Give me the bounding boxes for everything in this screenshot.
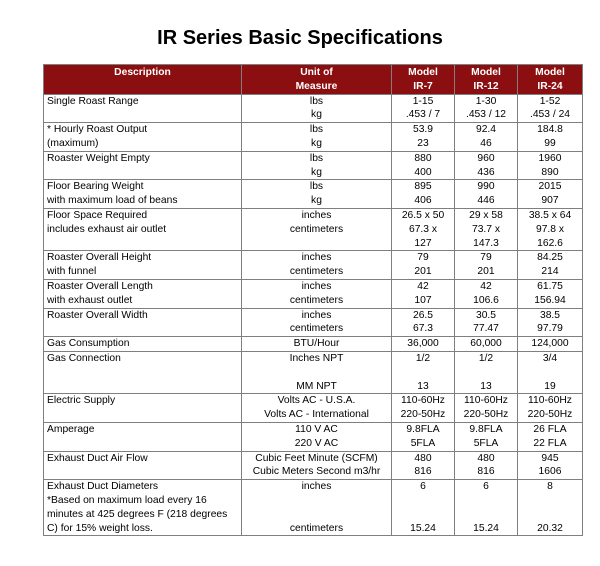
ir7-value-cell	[392, 351, 455, 393]
specifications-table	[43, 64, 583, 536]
cell-line: Gas Connection	[47, 352, 121, 364]
cell-line: .453 / 24	[529, 109, 571, 121]
ir24-value-cell	[518, 451, 583, 480]
header-model-ir24: Model IR-24	[518, 65, 583, 95]
table-body	[44, 94, 583, 536]
unit-cell	[242, 180, 392, 209]
cell-line: 945	[541, 452, 559, 464]
cell-line: 15.24	[410, 522, 436, 534]
description-cell	[44, 151, 242, 180]
cell-line	[395, 508, 451, 522]
cell-line	[521, 508, 579, 522]
cell-line: 220-50Hz	[463, 409, 509, 421]
cell-line: 880	[414, 152, 432, 164]
ir7-value-cell	[392, 180, 455, 209]
unit-cell	[242, 394, 392, 423]
cell-line: 99	[544, 137, 556, 149]
cell-line: 6	[483, 481, 489, 493]
cell-line: inches	[301, 209, 332, 221]
table-row	[44, 151, 583, 180]
table-row	[44, 422, 583, 451]
table-row	[44, 279, 583, 308]
cell-line: 201	[477, 266, 495, 278]
cell-line: inches	[301, 309, 332, 321]
cell-line: 127	[414, 237, 432, 249]
cell-line: 110-60Hz	[401, 395, 445, 407]
cell-line	[521, 366, 579, 380]
cell-line: 1/2	[478, 352, 494, 364]
cell-line: 8	[547, 481, 553, 493]
ir7-value-cell	[392, 251, 455, 280]
cell-line: 26.5	[412, 309, 434, 321]
cell-line: lbs	[309, 181, 324, 193]
cell-line: lbs	[309, 152, 324, 164]
unit-cell	[242, 94, 392, 123]
unit-cell	[242, 422, 392, 451]
cell-line: Exhaust Duct Air Flow	[47, 452, 148, 464]
description-cell	[44, 94, 242, 123]
description-cell	[44, 451, 242, 480]
ir12-value-cell	[455, 480, 518, 536]
ir24-value-cell	[518, 480, 583, 536]
cell-line: kg	[311, 195, 322, 207]
description-cell	[44, 337, 242, 352]
ir24-value-cell	[518, 279, 583, 308]
cell-line: 480	[414, 452, 432, 464]
cell-line: 106.6	[473, 294, 499, 306]
cell-line: .453 / 12	[465, 109, 507, 121]
cell-line: 9.8FLA	[469, 423, 503, 435]
description-cell	[44, 351, 242, 393]
ir24-value-cell	[518, 180, 583, 209]
cell-line: 79	[417, 252, 429, 264]
cell-line	[47, 108, 238, 122]
cell-line: 26.5 x 50	[401, 209, 445, 221]
cell-line: centimeters	[289, 522, 344, 534]
ir24-value-cell	[518, 422, 583, 451]
cell-line: 1960	[538, 152, 562, 164]
cell-line: 124,000	[531, 338, 569, 350]
cell-line: 480	[477, 452, 495, 464]
header-model-ir12: Model IR-12	[455, 65, 518, 95]
unit-cell	[242, 208, 392, 250]
cell-line: 29 x 58	[469, 209, 503, 221]
cell-line: 406	[414, 195, 432, 207]
cell-line: 26 FLA	[533, 423, 567, 435]
cell-line: kg	[311, 166, 322, 178]
cell-line: 960	[477, 152, 495, 164]
header-description: Description	[44, 65, 242, 95]
table-row	[44, 394, 583, 423]
cell-line: 20.32	[537, 522, 563, 534]
cell-line: 36,000	[407, 338, 439, 350]
table-row	[44, 337, 583, 352]
cell-line: MM NPT	[296, 380, 337, 392]
header-row	[44, 65, 583, 95]
description-cell	[44, 279, 242, 308]
ir7-value-cell	[392, 308, 455, 337]
cell-line: 895	[414, 181, 432, 193]
description-cell	[44, 422, 242, 451]
ir12-value-cell	[455, 180, 518, 209]
ir12-value-cell	[455, 151, 518, 180]
cell-line: 156.94	[534, 294, 566, 306]
cell-line	[47, 166, 238, 180]
cell-line: 15.24	[473, 522, 499, 534]
cell-line: 220 V AC	[294, 437, 339, 449]
cell-line: Volts AC - U.S.A.	[277, 395, 356, 407]
unit-cell	[242, 123, 392, 152]
cell-line	[47, 322, 238, 336]
cell-line: Roaster Weight Empty	[47, 152, 150, 164]
cell-line: 42	[417, 280, 429, 292]
header-unit: Unit of Measure	[242, 65, 392, 95]
cell-line: 53.9	[412, 124, 434, 136]
cell-line: lbs	[309, 124, 324, 136]
description-cell	[44, 394, 242, 423]
cell-line: Cubic Feet Minute (SCFM)	[255, 452, 378, 464]
table-header	[44, 65, 583, 95]
ir24-value-cell	[518, 337, 583, 352]
ir24-value-cell	[518, 308, 583, 337]
cell-line: (maximum)	[47, 137, 99, 149]
cell-line: Exhaust Duct Diameters	[47, 481, 159, 493]
cell-line: Inches NPT	[289, 352, 344, 364]
description-cell	[44, 480, 242, 536]
cell-line: 13	[480, 380, 492, 392]
cell-line: 22 FLA	[533, 437, 567, 449]
cell-line: Roaster Overall Height	[47, 252, 152, 264]
unit-cell	[242, 308, 392, 337]
unit-cell	[242, 151, 392, 180]
ir7-value-cell	[392, 151, 455, 180]
cell-line: 201	[414, 266, 432, 278]
cell-line	[47, 380, 238, 394]
ir24-value-cell	[518, 123, 583, 152]
ir24-value-cell	[518, 351, 583, 393]
cell-line: * Hourly Roast Output	[47, 124, 148, 136]
table-row	[44, 308, 583, 337]
cell-line	[395, 366, 451, 380]
cell-line	[458, 494, 514, 508]
cell-line	[47, 366, 238, 380]
cell-line: Cubic Meters Second m3/hr	[252, 466, 381, 478]
cell-line: 9.8FLA	[406, 423, 440, 435]
cell-line: centimeters	[289, 266, 344, 278]
cell-line: 1-30	[475, 95, 497, 107]
cell-line: with exhaust outlet	[47, 294, 133, 306]
unit-cell	[242, 337, 392, 352]
ir7-value-cell	[392, 94, 455, 123]
cell-line: 5FLA	[473, 437, 499, 449]
cell-line: 220-50Hz	[400, 409, 446, 421]
cell-line: kg	[311, 137, 322, 149]
cell-line: 84.25	[537, 252, 563, 264]
cell-line: 436	[477, 166, 495, 178]
cell-line: kg	[311, 109, 322, 121]
table-row	[44, 180, 583, 209]
table-row	[44, 251, 583, 280]
cell-line: 79	[480, 252, 492, 264]
ir12-value-cell	[455, 422, 518, 451]
cell-line: 5FLA	[410, 437, 436, 449]
cell-line: 162.6	[537, 237, 563, 249]
cell-line	[47, 437, 238, 451]
cell-line: 46	[480, 137, 492, 149]
cell-line: 990	[477, 181, 495, 193]
cell-line: 2015	[538, 181, 562, 193]
table-row	[44, 94, 583, 123]
cell-line: centimeters	[289, 223, 344, 235]
unit-cell	[242, 480, 392, 536]
ir7-value-cell	[392, 279, 455, 308]
cell-line: 816	[414, 466, 432, 478]
ir7-value-cell	[392, 394, 455, 423]
unit-cell	[242, 451, 392, 480]
cell-line	[47, 465, 238, 479]
cell-line: .453 / 7	[405, 109, 441, 121]
cell-line: 890	[541, 166, 559, 178]
table-row	[44, 480, 583, 536]
cell-line: Amperage	[47, 423, 95, 435]
cell-line: 816	[477, 466, 495, 478]
ir12-value-cell	[455, 94, 518, 123]
cell-line: 446	[477, 195, 495, 207]
cell-line: 73.7 x	[471, 223, 501, 235]
ir12-value-cell	[455, 208, 518, 250]
cell-line: 907	[541, 195, 559, 207]
ir12-value-cell	[455, 451, 518, 480]
ir7-value-cell	[392, 337, 455, 352]
cell-line: Single Roast Range	[47, 95, 139, 107]
cell-line: 13	[417, 380, 429, 392]
cell-line: inches	[301, 280, 332, 292]
description-cell	[44, 123, 242, 152]
description-cell	[44, 180, 242, 209]
ir24-value-cell	[518, 151, 583, 180]
cell-line	[395, 494, 451, 508]
cell-line: Gas Consumption	[47, 338, 130, 350]
cell-line: Electric Supply	[47, 395, 116, 407]
cell-line: 3/4	[542, 352, 558, 364]
cell-line: 1-52	[539, 95, 561, 107]
cell-line: 61.75	[537, 280, 563, 292]
cell-line: 147.3	[473, 237, 499, 249]
cell-line: includes exhaust air outlet	[47, 223, 167, 235]
cell-line: 110-60Hz	[528, 395, 572, 407]
cell-line	[245, 494, 388, 508]
cell-line: 6	[420, 481, 426, 493]
cell-line: 184.8	[537, 124, 563, 136]
cell-line: 1606	[538, 466, 562, 478]
ir24-value-cell	[518, 94, 583, 123]
cell-line	[521, 494, 579, 508]
cell-line	[458, 508, 514, 522]
unit-cell	[242, 351, 392, 393]
cell-line: 1-15	[412, 95, 434, 107]
cell-line: 42	[480, 280, 492, 292]
cell-line	[458, 366, 514, 380]
unit-cell	[242, 251, 392, 280]
table-row	[44, 351, 583, 393]
unit-cell	[242, 279, 392, 308]
ir7-value-cell	[392, 208, 455, 250]
cell-line: 110-60Hz	[464, 395, 508, 407]
cell-line: centimeters	[289, 323, 344, 335]
ir12-value-cell	[455, 123, 518, 152]
ir7-value-cell	[392, 451, 455, 480]
cell-line: Roaster Overall Length	[47, 280, 153, 292]
cell-line: 97.79	[537, 323, 563, 335]
ir7-value-cell	[392, 123, 455, 152]
cell-line: inches	[301, 481, 332, 493]
table-row	[44, 123, 583, 152]
ir12-value-cell	[455, 394, 518, 423]
cell-line: 67.3 x	[408, 223, 438, 235]
description-cell	[44, 251, 242, 280]
cell-line: centimeters	[289, 294, 344, 306]
cell-line: 30.5	[475, 309, 497, 321]
cell-line: 77.47	[473, 323, 499, 335]
description-cell	[44, 308, 242, 337]
cell-line: BTU/Hour	[293, 338, 340, 350]
cell-line: 67.3	[412, 323, 434, 335]
cell-line: Volts AC - International	[264, 409, 369, 421]
table-row	[44, 451, 583, 480]
page-title: IR Series Basic Specifications	[157, 27, 443, 49]
cell-line	[245, 366, 388, 380]
cell-line: 107	[414, 294, 432, 306]
cell-line: 92.4	[475, 124, 497, 136]
cell-line: lbs	[309, 95, 324, 107]
ir12-value-cell	[455, 351, 518, 393]
ir12-value-cell	[455, 251, 518, 280]
table-row	[44, 208, 583, 250]
cell-line: Floor Bearing Weight	[47, 181, 144, 193]
cell-line: 23	[417, 137, 429, 149]
cell-line: 38.5	[539, 309, 561, 321]
cell-line: 38.5 x 64	[528, 209, 572, 221]
ir12-value-cell	[455, 279, 518, 308]
cell-line: 60,000	[470, 338, 502, 350]
cell-line: Floor Space Required	[47, 209, 148, 221]
cell-line	[47, 408, 238, 422]
ir12-value-cell	[455, 308, 518, 337]
description-cell	[44, 208, 242, 250]
ir7-value-cell	[392, 422, 455, 451]
cell-line: 97.8 x	[535, 223, 565, 235]
cell-line: 1/2	[415, 352, 431, 364]
cell-line: Roaster Overall Width	[47, 309, 148, 321]
ir24-value-cell	[518, 394, 583, 423]
cell-line: 110 V AC	[295, 423, 338, 435]
cell-line: 214	[541, 266, 559, 278]
ir12-value-cell	[455, 337, 518, 352]
ir24-value-cell	[518, 251, 583, 280]
cell-line	[245, 508, 388, 522]
cell-line: inches	[301, 252, 332, 264]
ir24-value-cell	[518, 208, 583, 250]
cell-line: C) for 15% weight loss.	[47, 522, 153, 534]
header-model-ir7: Model IR-7	[392, 65, 455, 95]
cell-line: with maximum load of beans	[47, 195, 178, 207]
cell-line: 400	[414, 166, 432, 178]
ir7-value-cell	[392, 480, 455, 536]
cell-line: minutes at 425 degrees F (218 degrees	[47, 508, 228, 520]
cell-line: *Based on maximum load every 16	[47, 494, 207, 506]
cell-line: with funnel	[47, 266, 97, 278]
cell-line: 19	[544, 380, 556, 392]
cell-line: 220-50Hz	[527, 409, 573, 421]
